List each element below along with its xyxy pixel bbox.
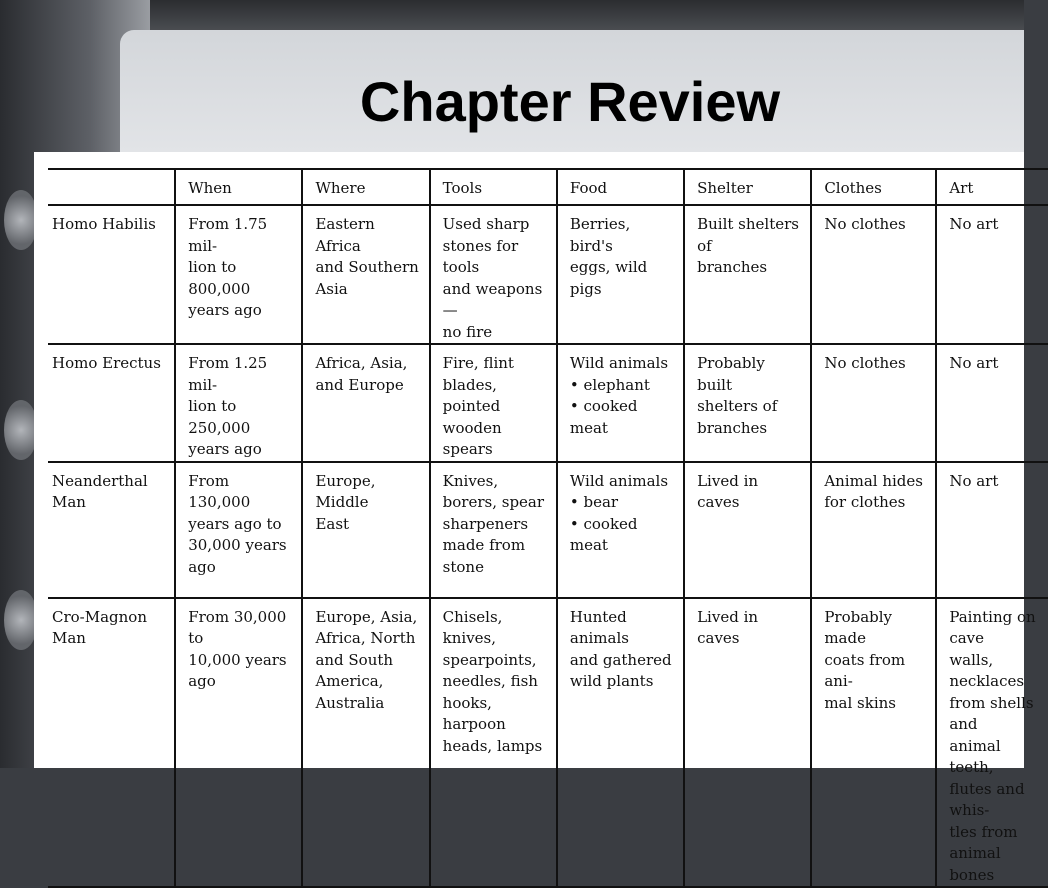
cell-text-line: from shells and — [949, 693, 1034, 733]
tools-cell — [430, 344, 557, 462]
cell-text-line: Animal hides — [824, 471, 923, 490]
cell-text-line: heads, lamps — [442, 736, 543, 755]
art-cell — [936, 205, 1048, 344]
cell-text-line: hooks, harpoon — [442, 693, 506, 733]
cell-text-line: From 130,000 — [188, 471, 251, 511]
cell-text-line: Wild animals — [569, 354, 669, 372]
cell-text-line: Eastern Africa — [315, 215, 375, 255]
cell-text-line: flutes and whis- — [949, 779, 1025, 819]
background-blob — [4, 590, 38, 650]
where-cell — [302, 344, 429, 462]
art-cell — [936, 344, 1048, 462]
cell-text-line: Hunted animals — [569, 607, 629, 647]
cell-text-line: • cooked meat — [569, 397, 638, 437]
when-cell — [175, 598, 302, 888]
cell-text-line: lion to 800,000 — [188, 258, 251, 298]
species-name-cell — [48, 462, 175, 598]
food-cell — [557, 598, 684, 888]
table-row — [48, 462, 1048, 598]
cell-text-line: Painting on cave — [949, 607, 1036, 647]
cell-text-line: branches — [697, 418, 768, 437]
cell-text-line: Cro-Magnon — [52, 607, 148, 626]
cell-text-line: East — [315, 514, 350, 533]
cell-text-line: 10,000 years — [188, 650, 287, 669]
clothes-cell — [811, 205, 936, 344]
tools-cell — [430, 598, 557, 888]
cell-text-line: • bear — [569, 493, 619, 511]
tools-cell — [430, 462, 557, 598]
scanned-page — [34, 152, 1036, 884]
cell-text-line: made from — [442, 536, 526, 554]
species-name-cell — [48, 598, 175, 888]
cell-text-line: Probably made — [824, 607, 893, 647]
cell-text-line: stone — [442, 557, 484, 576]
cell-text-line: for clothes — [824, 493, 906, 511]
art-cell — [936, 598, 1048, 888]
cell-text-line: Built shelters of — [697, 215, 799, 255]
cell-text-line: and Southern — [315, 258, 419, 276]
cell-text-line: Asia — [315, 279, 348, 298]
cell-text-line: Europe, Asia, — [315, 607, 418, 626]
species-name-cell — [48, 344, 175, 462]
cell-text-line: No clothes — [824, 354, 906, 372]
cell-text-line: Homo Habilis — [52, 215, 156, 233]
cell-text-line: walls, necklaces — [949, 650, 1025, 690]
cell-text-line: no fire — [442, 322, 493, 341]
when-cell — [175, 344, 302, 462]
when-cell — [175, 205, 302, 344]
cell-text-line: Wild animals — [569, 471, 669, 490]
cell-text-line: years ago to — [188, 514, 282, 533]
where-cell — [302, 462, 429, 598]
table-row — [48, 344, 1048, 462]
header-cell-food: Food — [557, 169, 684, 205]
cell-text-line: bones — [949, 865, 995, 884]
cell-text-line: Knives, — [442, 471, 499, 490]
shelter-cell — [684, 462, 811, 598]
cell-text-line: lion to 250,000 — [188, 397, 251, 437]
cell-text-line: Probably built — [697, 354, 765, 394]
header-cell-where: Where — [302, 169, 429, 205]
art-cell — [936, 462, 1048, 598]
cell-text-line: and Europe — [315, 375, 404, 394]
cell-text-line: Europe, Middle — [315, 471, 376, 511]
review-table — [48, 168, 1048, 888]
background-blob — [4, 400, 38, 460]
clothes-cell — [811, 462, 936, 598]
cell-text-line: shelters of — [697, 397, 778, 415]
cell-text-line: sharpeners — [442, 514, 529, 533]
header-row — [48, 169, 1048, 205]
background-blob — [4, 190, 38, 250]
cell-text-line: spearpoints, — [442, 650, 537, 669]
cell-text-line: • elephant — [569, 375, 650, 394]
cell-text-line: wooden spears — [442, 418, 502, 458]
cell-text-line: Fire, flint — [442, 354, 514, 372]
food-cell — [557, 462, 684, 598]
cell-text-line: Australia — [315, 693, 385, 712]
tools-cell — [430, 205, 557, 344]
cell-text-line: No clothes — [824, 215, 906, 233]
shelter-cell — [684, 205, 811, 344]
cell-text-line: From 1.25 mil- — [188, 354, 268, 394]
cell-text-line: Lived in caves — [697, 471, 759, 511]
table-row — [48, 598, 1048, 888]
cell-text-line: Man — [52, 493, 86, 511]
header-cell-blank — [48, 169, 175, 205]
species-name-cell — [48, 205, 175, 344]
shelter-cell — [684, 598, 811, 888]
cell-text-line: No art — [949, 471, 999, 490]
cell-text-line: • cooked meat — [569, 514, 638, 554]
cell-text-line: borers, spear — [442, 493, 545, 511]
cell-text-line: ago — [188, 557, 216, 576]
food-cell — [557, 205, 684, 344]
header-cell-clothes: Clothes — [811, 169, 936, 205]
cell-text-line: and South — [315, 650, 394, 669]
cell-text-line: mal skins — [824, 693, 896, 712]
cell-text-line: wild plants — [569, 672, 654, 690]
shelter-cell — [684, 344, 811, 462]
cell-text-line: and gathered — [569, 650, 672, 669]
cell-text-line: America, — [315, 672, 384, 690]
cell-text-line: No art — [949, 354, 999, 372]
cell-text-line: No art — [949, 215, 999, 233]
cell-text-line: eggs, wild pigs — [569, 258, 648, 298]
cell-text-line: Chisels, knives, — [442, 607, 503, 647]
clothes-cell — [811, 598, 936, 888]
cell-text-line: Lived in caves — [697, 607, 759, 647]
clothes-cell — [811, 344, 936, 462]
cell-text-line: Berries, bird's — [569, 215, 631, 255]
cell-text-line: coats from ani- — [824, 650, 906, 690]
cell-text-line: From 30,000 to — [188, 607, 287, 647]
cell-text-line: ago — [188, 672, 216, 690]
cell-text-line: Used sharp — [442, 215, 530, 233]
cell-text-line: Africa, North — [315, 629, 416, 647]
cell-text-line: Man — [52, 629, 86, 647]
cell-text-line: Neanderthal — [52, 471, 148, 490]
cell-text-line: years ago — [188, 440, 262, 458]
cell-text-line: From 1.75 mil- — [188, 215, 268, 255]
cell-text-line: branches — [697, 258, 768, 276]
cell-text-line: Africa, Asia, — [315, 354, 408, 372]
cell-text-line: Homo Erectus — [52, 354, 161, 372]
table-row — [48, 205, 1048, 344]
where-cell — [302, 205, 429, 344]
cell-text-line: years ago — [188, 301, 262, 319]
header-cell-when: When — [175, 169, 302, 205]
cell-text-line: stones for tools — [442, 236, 519, 276]
header-cell-art: Art — [936, 169, 1048, 205]
header-cell-tools: Tools — [430, 169, 557, 205]
cell-text-line: blades, pointed — [442, 375, 501, 415]
header-cell-shelter: Shelter — [684, 169, 811, 205]
where-cell — [302, 598, 429, 888]
cell-text-line: 30,000 years — [188, 536, 287, 554]
cell-text-line: and weapons— — [442, 279, 543, 319]
when-cell — [175, 462, 302, 598]
food-cell — [557, 344, 684, 462]
slide-title: Chapter Review — [359, 70, 781, 133]
cell-text-line: tles from animal — [949, 822, 1018, 862]
cell-text-line: animal teeth, — [949, 736, 1001, 776]
cell-text-line: needles, fish — [442, 672, 538, 690]
